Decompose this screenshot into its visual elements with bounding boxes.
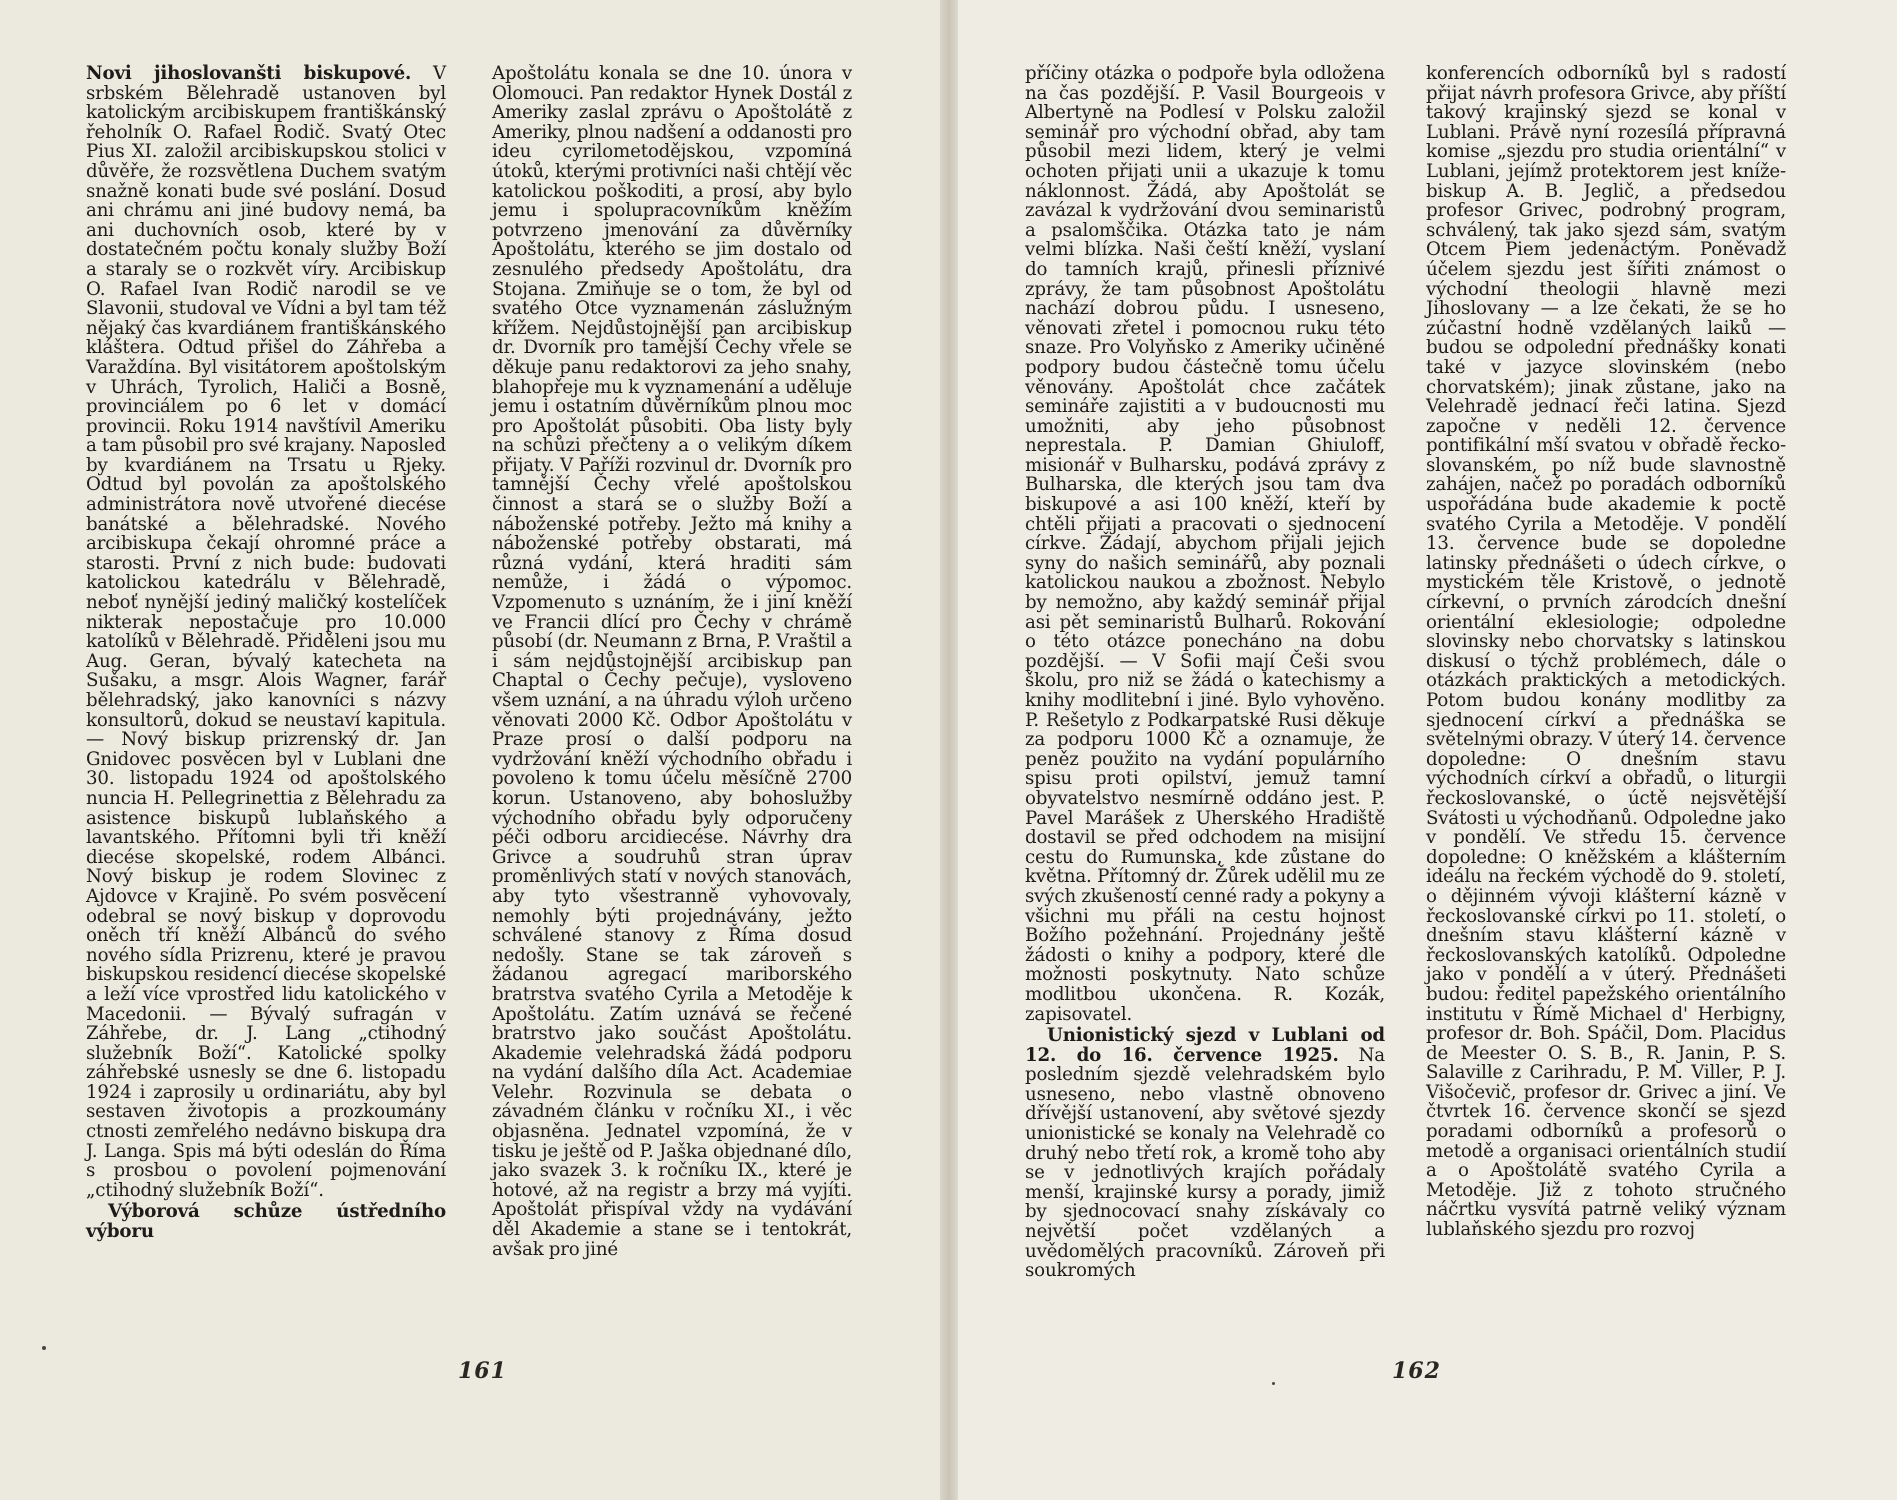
right-page [958, 0, 1897, 1500]
page-number-left: 161 [458, 1358, 507, 1384]
congress-article-continuation: konferencích odborníků byl s radostí přijat návrh profesora Grivce, aby příští takový krajinský sjezd se konal v Lublani. Právě nyní rozesílá přípravná komise „sjezdu pro studia orientální“ v Lublani, jejímž protektorem jest kníže-biskup A. B. Jeglič, a předsedou profesor Grivec, podrobný program, schválený, tak jako sjezd sám, svatým Otcem Piem jedenáctým. Poněvadž účelem sjezdu jest šířiti známost o východní theologii hlavně mezi Jihoslovany — a lze čekati, že se ho zúčastní hodně vzdělaných laiků — budou se odpolední přednášky konati také v jazyce slovinském (nebo chorvatském); jinak zůstane, jako na Velehradě jednací řeči latina. Sjezd započne v neděli 12. července pontifikální mší svatou v obřadě řecko-slovanském, po níž bude slavnostně zahájen, načež po poradách odborníků uspořádána bude akademie k poctě svatého Cyrila a Metoděje. V pondělí 13. července bude se dopoledne latinsky přednášeti o údech církve, o mystickém těle Kristově, o jednotě církevní, o prvních zárodcích dnešní orientální eklesiologie; odpoledne slovinsky nebo chorvatsky s latinskou diskusí o týchž problémech, dále o otázkách praktických a metodických. Potom budou konány modlitby za sjednocení církví a přednáška se světelnými obrazy. V úterý 14. července dopoledne: O dnešním stavu východních církví a obřadů, o liturgii řeckoslovanské, o úctě nejsvětější Svátosti u východňanů. Odpoledne jako v pondělí. Ve středu 15. července dopoledne: O kněžském a klášterním ideálu na řeckém východě do 9. století, o dějinném vývoji klášterní kázně v řeckoslovanské církvi po 11. století, o dnešním stavu klášterní kázně v řeckoslovanských katolíků. Odpoledne jako v pondělí a v úterý. Přednášeti budou: ředitel papežského orientálního institutu v Římě Michael d' Herbigny, profesor dr. Boh. Spáčil, Dom. Placidus de Meester O. S. B., R. Janin, P. S. Salaville z Carihradu, P. M. Viller, P. J. Višočevič, profesor dr. Grivec a jiní. Ve čtvrtek 16. července skončí se sjezd poradami odborníků a profesorů o metodě a organisaci orientálních studií a o Apoštolátě svatého Cyrila a Metoděje. Již z tohoto stručného náčrtku vysvítá patrně veliký význam lublaňského sjezdu pro rozvoj [1426, 63, 1786, 1241]
committee-article-text: Apoštolátu konala se dne 10. února v Olomouci. Pan redaktor Hynek Dostál z Ameriky zaslal zprávu o Apoštolátě z Ameriky, plnou nadšení a oddanosti pro ideu cyrilometodějskou, vzpomíná útoků, kterými protivníci naši chtějí věc katolickou poškoditi, a prosí, aby bylo jemu i spolupracovníkům kněžím potvrzeno jmenování za důvěrníky Apoštolátu, kterého se jim dostalo od zesnulého předsedy Apoštolátu, dra Stojana. Zmiňuje se o tom, že byl od svatého Otce vyznamenán záslužným křížem. Nejdůstojnější pan arcibiskup dr. Dvorník pro tamější Čechy vřele se děkuje panu redaktorovi za jeho snahy, blahopřeje mu k vyznamenání a uděluje jemu i ostatním důvěrníkům plnou moc pro Apoštolát působiti. Oba listy byly na schůzi přečteny a o velikým díkem přijaty. V Paříži rozvinul dr. Dvorník pro tamnější Čechy vřelé apoštolskou činnost a stará se o služby Boží a náboženské potřeby. Ježto má knihy a náboženské potřeby obstarati, má různá vydání, která hraditi sám nemůže, i žádá o výpomoc. Vzpomenuto s uznáním, že i jiní kněží ve Francii dlící pro Čechy v chrámě působí (dr. Neumann z Brna, P. Vraštil a i sám nejdůstojnější arcibiskup pan Chaptal o Čechy pečuje), vysloveno všem uznání, a na úhradu výloh určeno věnovati 2000 Kč. Odbor Apoštolátu v Praze prosí o další podporu na vydržování kněží východního obřadu i povoleno k tomu účelu měsíčně 2700 korun. Ustanoveno, aby bohoslužby východního obřadu byly odporučeny péči odboru arcidiecése. Návrhy dra Grivce a soudruhů stran úprav proměnlivých statí v nových stanovách, aby tyto všestranně vyhovovaly, nemohly býti projednávány, ježto schválené stanovy z Říma dosud nedošly. Stane se tak zároveň s žádanou agregací mariborského bratrstva svatého Cyrila a Metoděje k Apoštolátu. Zatím uznává se řečené bratrstvo jako součást Apoštolátu. Akademie velehradská žádá podporu na vydání dalšího díla Act. Academiae Velehr. Rozvinula se debata o závadném článku v ročníku XI., i věc objasněna. Jednatel vzpomíná, že v tisku je ještě od P. Jaška objednané dílo, jako svazek 3. k ročníku IX., které je hotové, až na registr a brzy má vyjíti. Apoštolát přispíval vždy na vydávání děl Akademie a stane se i tentokrát, avšak pro jiné [492, 63, 852, 1260]
left-column-2 [492, 64, 852, 1259]
left-page [0, 0, 940, 1500]
section-heading-congress: Unionistický sjezd v Lublani od 12. do 16. července 1925. [1025, 1025, 1385, 1066]
section-heading-bishops: Novi jihoslovanšti biskupové. [86, 63, 412, 84]
right-column-1 [1025, 64, 1385, 1281]
committee-article-continuation: příčiny otázka o podpoře byla odložena na čas pozdější. P. Vasil Bourgeois v Albertyně na Podlesí v Polsku založil seminář pro východní obřad, aby tam působil mezi lidem, který je velmi ochoten přijati unii a ukazuje k tomu náklonnost. Žádá, aby Apoštolát se zavázal k vydržování dvou seminaristů a psalomščika. Otázka tato je nám velmi blízka. Naši čeští kněží, vyslaní do tamních krajů, přinesli příznivé zprávy, že tam působnost Apoštolátu nachází dobrou půdu. I usneseno, věnovati zřetel i pomocnou ruku této snaze. Pro Volyňsko z Ameriky učiněné podpory budou částečně tomu účelu věnovány. Apoštolát chce začátek semináře zajistiti a v budoucnosti mu umožniti, aby jeho působnost neprestala. P. Damian Ghiuloff, misionář v Bulharsku, podává zprávy z Bulharska, dle kterých jsou tam dva biskupové a asi 100 kněží, kteří by chtěli přijati a pracovati o sjednocení církve. Žádají, abychom přijali jejich syny do našich seminářů, aby poznali katolickou naukou a zbožnost. Nebylo by nemožno, aby každý seminář přijal asi pět seminaristů Bulharů. Rokování o této otázce ponecháno na dobu pozdější. — V Sofii mají Češi svou školu, pro niž se žádá o katechismy a knihy modlitební i jiné. Bylo vyhověno. P. Rešetylo z Podkarpatské Rusi děkuje za podporu 1000 Kč a oznamuje, že peněz použito na vydání populárního spisu proti opilství, jemuž tamní obyvatelstvo nesmírně oddáno jest. P. Pavel Marášek z Uherského Hradiště dostavil se před odchodem na misijní cestu do Rumunska, kde zůstane do května. Přítomný dr. Žůrek udělil mu ze svých zkušeností cenné rady a pokyny a všichni mu přáli na cestu hojnost Božího požehnání. Projednány ještě žádosti o knihy a podpory, které dle možnosti poskytnuty. Nato schůze modlitbou ukončena. R. Kozák, zapisovatel. [1025, 63, 1385, 1025]
book-gutter [940, 0, 958, 1500]
paper-speck [42, 1346, 46, 1350]
right-column-2 [1426, 64, 1786, 1240]
section-heading-committee: Výborová schůze ústředního výboru [86, 1201, 446, 1243]
paper-speck [1272, 1382, 1275, 1385]
page-number-right: 162 [1392, 1358, 1441, 1384]
congress-article-text: Na posledním sjezdě velehradském bylo usneseno, nebo vlastně obnoveno dřívější ustanovení, aby světové sjezdy unionistické se konaly na Velehradě co druhý nebo třetí rok, a kromě toho aby se v jednotlivých krajích pořádaly menší, krajinské kursy a porady, jimiž by sjednocovací snahy získávaly co největší počet vzdělaných a uvědomělých pracovníků. Zároveň při soukromých [1025, 1044, 1385, 1282]
bishops-article-text: V srbském Bělehradě ustanoven byl katolickým arcibiskupem františkánský řeholník O. Rafael Rodič. Svatý Otec Pius XI. založil arcibiskupskou stolici v důvěře, že rozsvětlena Duchem svatým snažně konati bude své poslání. Dosud ani chrámu ani jiné budovy nemá, ba ani duchovních osob, které by v dostatečném počtu konaly služby Boží a staraly se o rozkvět víry. Arcibiskup O. Rafael Ivan Rodič narodil se ve Slavonii, studoval ve Vídni a byl tam též nějaký čas kvardiánem františkánského kláštera. Odtud přišel do Záhřeba a Varaždína. Byl visitátorem apoštolským v Uhrách, Tyrolich, Haliči a Bosně, provinciálem po 6 let v domácí provincii. Roku 1914 navštívil Ameriku a tam působil pro své krajany. Naposled by kvardiánem na Trsatu u Rjeky. Odtud byl povolán za apoštolského administrátora nově utvořené diecése banátské a bělehradské. Nového arcibiskupa čekají ohromné práce a starosti. První z nich bude: budovati katolickou katedrálu v Bělehradě, neboť nynější jediný maličký kostelíček nikterak nepostačuje pro 10.000 katolíků v Bělehradě. Přiděleni jsou mu Aug. Geran, bývalý katecheta na Sušaku, a msgr. Alois Wagner, farář bělehradský, jako kanovníci s názvy konsultorů, dokud se neustaví kapitula. — Nový biskup prizrenský dr. Jan Gnidovec posvěcen byl v Lublani dne 30. listopadu 1924 od apoštolského nuncia H. Pellegrinettia z Bělehradu za asistence biskupů lublaňského a lavantského. Přítomni byli tři kněží diecése skopelské, rodem Albánci. Nový biskup je rodem Slovinec z Ajdovce v Krajině. Po svém posvěcení odebral se nový biskup v doprovodu oněch tří kněží Albánců do svého nového sídla Prizrenu, které je pravou biskupskou residencí diecése skopelské a leží více vprostřed lidu katolického v Macedonii. — Bývalý sufragán v Záhřebe, dr. J. Lang „ctihodný služebník Boží“. Katolické spolky záhřebské usnesly se dne 6. listopadu 1924 i zaprosily u ordinariátu, aby byl sestaven životopis a prozkoumány ctnosti zemřelého nedávno biskupa dra J. Langa. Spis má býti odeslán do Říma s prosbou o povolení pojmenování „ctihodný služebník Boží“. [86, 63, 446, 1201]
left-column-1 [86, 64, 446, 1242]
